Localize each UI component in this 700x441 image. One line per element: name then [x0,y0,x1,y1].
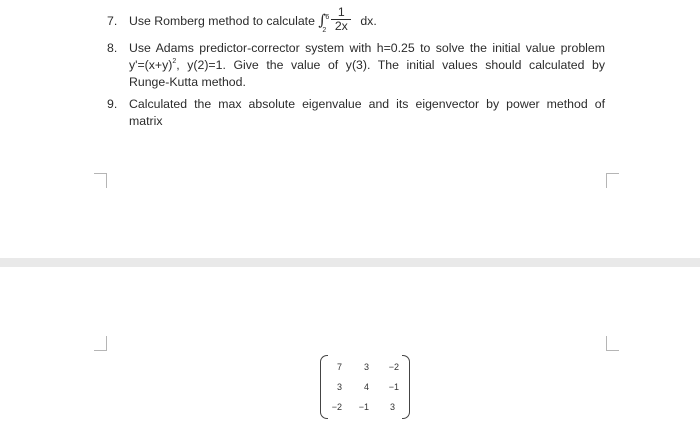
page-break [0,258,700,267]
matrix-cell: 7 [336,362,342,372]
problem-8-line-2 [129,57,605,74]
ode-right: , y(2)=1. Give the value of y(3). The initial values should calculated by [176,58,605,72]
integral-expression [318,5,360,34]
problem-8-line-1: Use Adams predictor-corrector system with h=0.25 to solve the initial value problem [129,41,605,55]
matrix-cell: 3 [363,362,369,372]
integral-sign: ∫ [318,11,327,29]
matrix-cell: −1 [358,402,369,412]
integral-lower-limit: 2 [322,27,327,34]
matrix-cell: 3 [336,382,342,392]
crop-mark-top-left [94,173,107,188]
fraction-denominator: 2x [334,19,348,33]
ode-exponent: 2 [172,58,177,65]
crop-mark-bottom-left [94,336,107,351]
ode-left: y'=(x+y) [129,58,173,72]
matrix-cell: 3 [389,402,395,412]
matrix-cell: 4 [363,382,369,392]
problem-number: 7. [107,14,118,28]
problem-text [129,96,605,130]
matrix-cell: −2 [331,402,342,412]
fraction-numerator: 1 [337,5,345,19]
integral-upper-limit: 6 [325,14,330,21]
problem-7-text-before: Use Romberg method to calculate [129,14,315,28]
matrix-cell: −2 [388,362,399,372]
matrix [320,355,410,417]
matrix-right-paren [402,355,410,419]
crop-mark-top-right [606,173,619,188]
problem-text [129,40,605,91]
problem-number: 8. [107,41,118,55]
problem-9-line-2: matrix [129,114,163,128]
crop-mark-bottom-right [606,336,619,351]
problem-8-line-3: Runge-Kutta method. [129,75,246,89]
integrand-fraction [330,6,352,32]
problem-text [129,5,605,34]
matrix-cell: −1 [388,382,399,392]
problem-7-text-after: dx. [360,14,377,28]
problem-number: 9. [107,97,118,111]
problem-9-line-1: Calculated the max absolute eigenvalue and its eigenvector by power method of [129,97,605,111]
